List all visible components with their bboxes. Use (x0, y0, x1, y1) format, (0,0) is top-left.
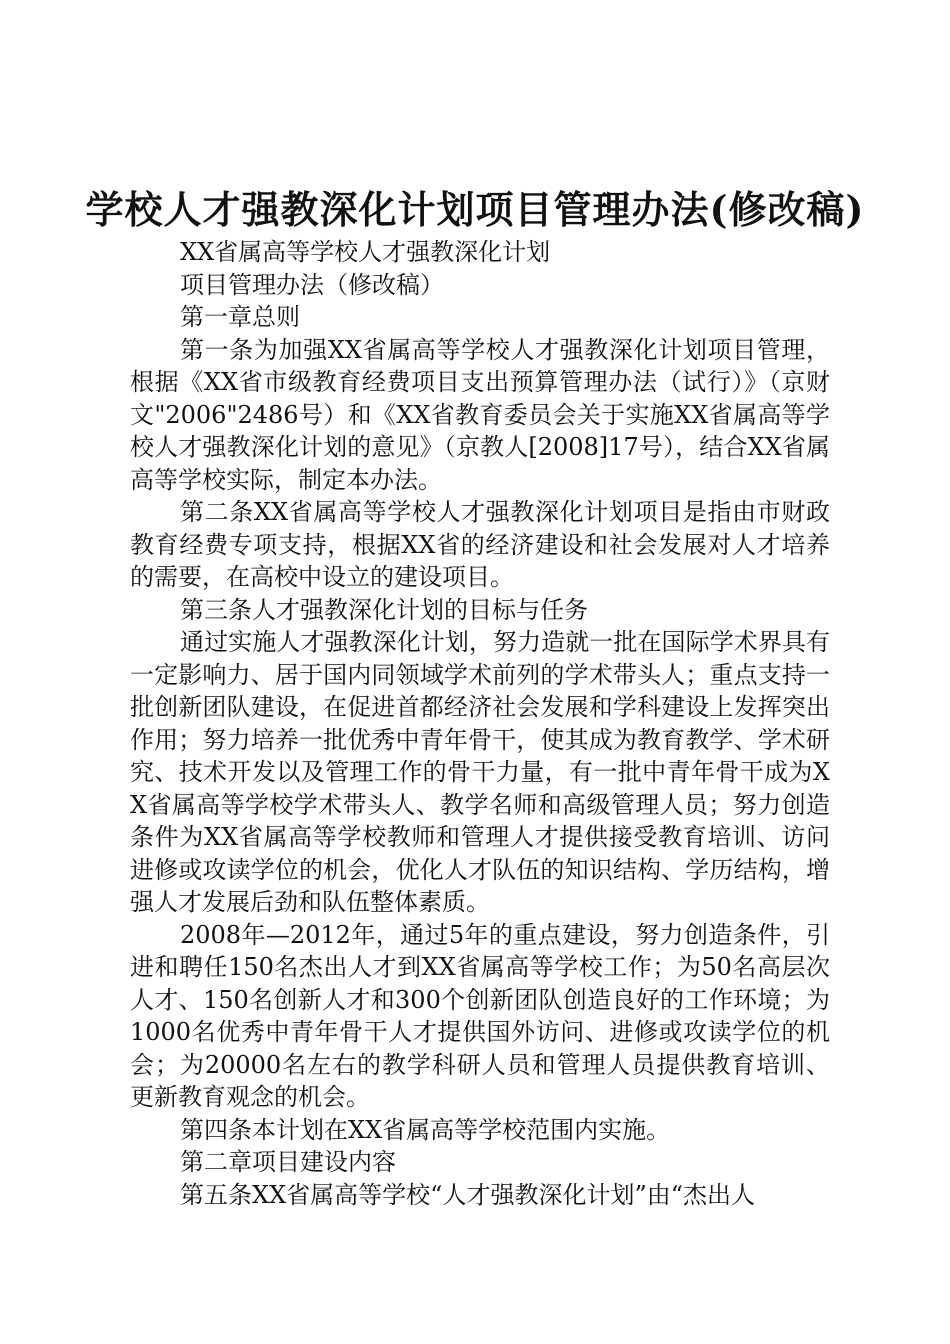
chapter-heading: 第二章项目建设内容 (180, 1148, 396, 1176)
document-title: 学校人才强教深化计划项目管理办法(修改稿) (85, 187, 865, 232)
article-paragraph: 第四条本计划在XX省属高等学校范围内实施。 (180, 1115, 671, 1144)
subtitle-line-1: XX省属高等学校人才强教深化计划 (180, 238, 551, 266)
article-paragraph: 第五条XX省属高等学校“人才强教深化计划”由“杰出人 (180, 1180, 755, 1209)
chapter-heading: 第一章总则 (180, 303, 300, 331)
article-paragraph: 第一条为加强XX省属高等学校人才强教深化计划项目管理，根据《XX省市级教育经费项目支出预算管理办法（试行）》（京财文"2006"2486号）和《XX省教育委员会关于实施XX省属高等学校人才强教深化计划的意见》（京教人[2008]17号），结合XX省属高等学校实际，制定本办法。 (130, 335, 830, 494)
article-paragraph: 第二条XX省属高等学校人才强教深化计划项目是指由市财政教育经费专项支持，根据XX省的经济建设和社会发展对人才培养的需要，在高校中设立的建设项目。 (130, 498, 830, 591)
subtitle-line-2: 项目管理办法（修改稿） (180, 270, 444, 299)
document-body (130, 236, 830, 1211)
article-paragraph: 2008年—2012年，通过5年的重点建设，努力创造条件，引进和聘任150名杰出人才到XX省属高等学校工作；为50名高层次人才、150名创新人才和300个创新团队创造良好的工作环境；为1000名优秀中青年骨干人才提供国外访问、进修或攻读学位的机会；为20000名左右的教学科研人员和管理人员提供教育培训、更新教育观念的机会。 (130, 920, 830, 1111)
article-paragraph: 通过实施人才强教深化计划，努力造就一批在国际学术界具有一定影响力、居于国内同领域学术前列的学术带头人；重点支持一批创新团队建设，在促进首都经济社会发展和学科建设上发挥突出作用；努力培养一批优秀中青年骨干，使其成为教育教学、学术研究、技术开发以及管理工作的骨干力量，有一批中青年骨干成为XX省属高等学校学术带头人、教学名师和高级管理人员；努力创造条件为XX省属高等学校教师和管理人才提供接受教育培训、访问进修或攻读学位的机会，优化人才队伍的知识结构、学历结构，增强人才发展后劲和队伍整体素质。 (130, 628, 830, 916)
article-paragraph: 第三条人才强教深化计划的目标与任务 (180, 595, 588, 624)
